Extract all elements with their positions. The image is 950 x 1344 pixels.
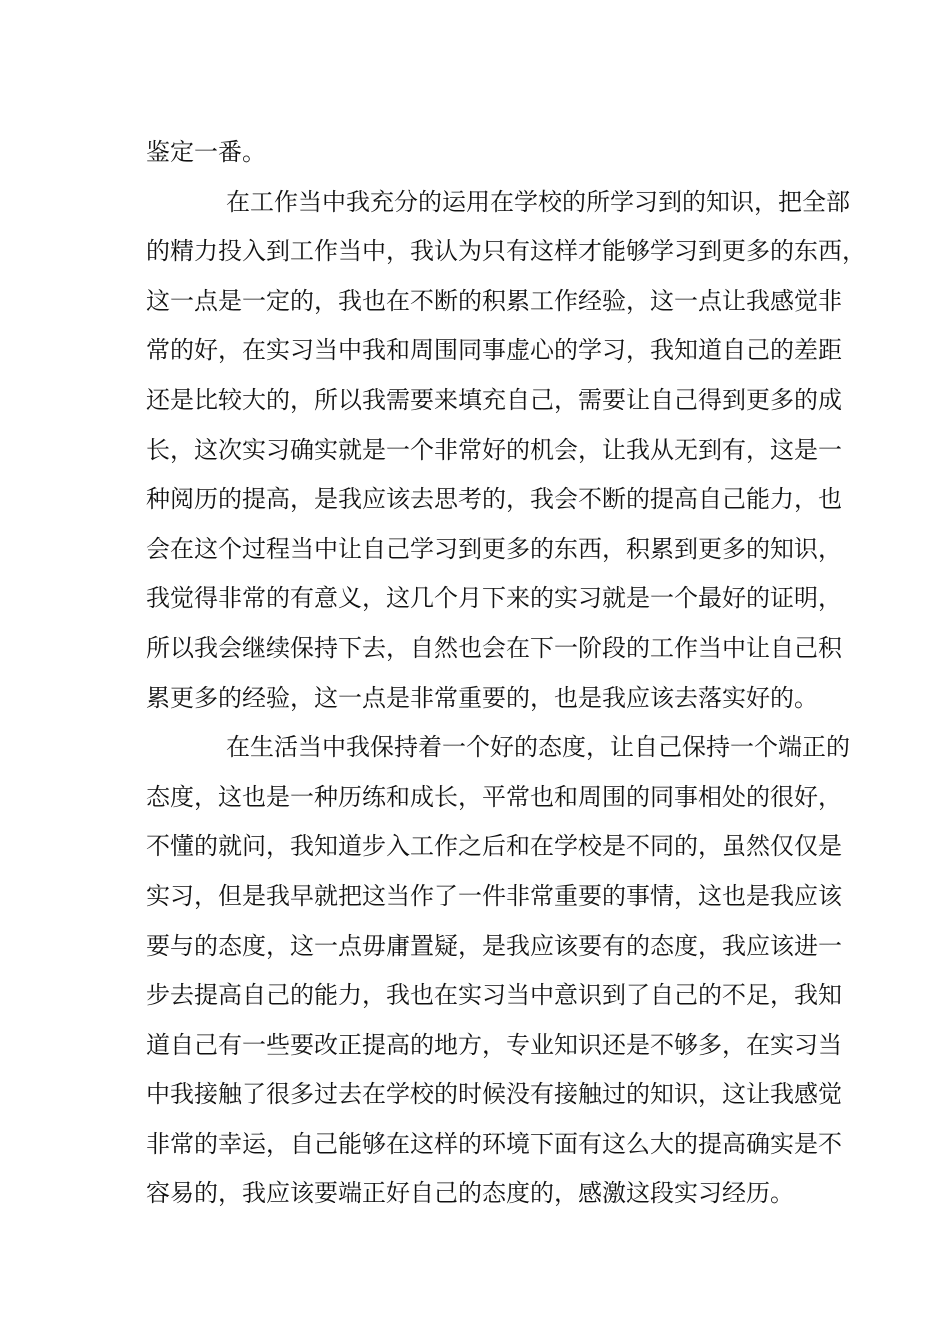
- text-line: 道自己有一些要改正提高的地方，专业知识还是不够多，在实习当: [146, 1030, 842, 1059]
- text-line: 态度，这也是一种历练和成长，平常也和周围的同事相处的很好，: [146, 782, 842, 811]
- paragraph-start-line: 在工作当中我充分的运用在学校的所学习到的知识，把全部: [226, 187, 850, 216]
- text-line: 实习，但是我早就把这当作了一件非常重要的事情，这也是我应该: [146, 881, 842, 910]
- text-line: 我觉得非常的有意义，这几个月下来的实习就是一个最好的证明，: [146, 584, 842, 613]
- document-body: [146, 128, 866, 1219]
- text-line: 还是比较大的，所以我需要来填充自己，需要让自己得到更多的成: [146, 385, 842, 414]
- text-line: 长，这次实习确实就是一个非常好的机会，让我从无到有，这是一: [146, 435, 842, 464]
- text-line: 容易的，我应该要端正好自己的态度的，感激这段实习经历。: [146, 1179, 794, 1208]
- text-line: 非常的幸运，自己能够在这样的环境下面有这么大的提高确实是不: [146, 1129, 842, 1158]
- text-line: 步去提高自己的能力，我也在实习当中意识到了自己的不足，我知: [146, 981, 842, 1010]
- text-line: 不懂的就问，我知道步入工作之后和在学校是不同的，虽然仅仅是: [146, 832, 842, 861]
- text-line: 常的好，在实习当中我和周围同事虚心的学习，我知道自己的差距: [146, 336, 842, 365]
- text-line: 这一点是一定的，我也在不断的积累工作经验，这一点让我感觉非: [146, 286, 842, 315]
- text-line: 会在这个过程当中让自己学习到更多的东西，积累到更多的知识，: [146, 534, 842, 563]
- text-line: 中我接触了很多过去在学校的时候没有接触过的知识，这让我感觉: [146, 1080, 842, 1109]
- text-line: 要与的态度，这一点毋庸置疑，是我应该要有的态度，我应该进一: [146, 931, 842, 960]
- text-line: 种阅历的提高，是我应该去思考的，我会不断的提高自己能力，也: [146, 485, 842, 514]
- paragraph-start-line: 在生活当中我保持着一个好的态度，让自己保持一个端正的: [226, 733, 850, 762]
- text-line: 鉴定一番。: [146, 138, 266, 166]
- text-line: 的精力投入到工作当中，我认为只有这样才能够学习到更多的东西，: [146, 237, 866, 266]
- text-line: 累更多的经验，这一点是非常重要的，也是我应该去落实好的。: [146, 683, 818, 712]
- text-line: 所以我会继续保持下去，自然也会在下一阶段的工作当中让自己积: [146, 633, 842, 662]
